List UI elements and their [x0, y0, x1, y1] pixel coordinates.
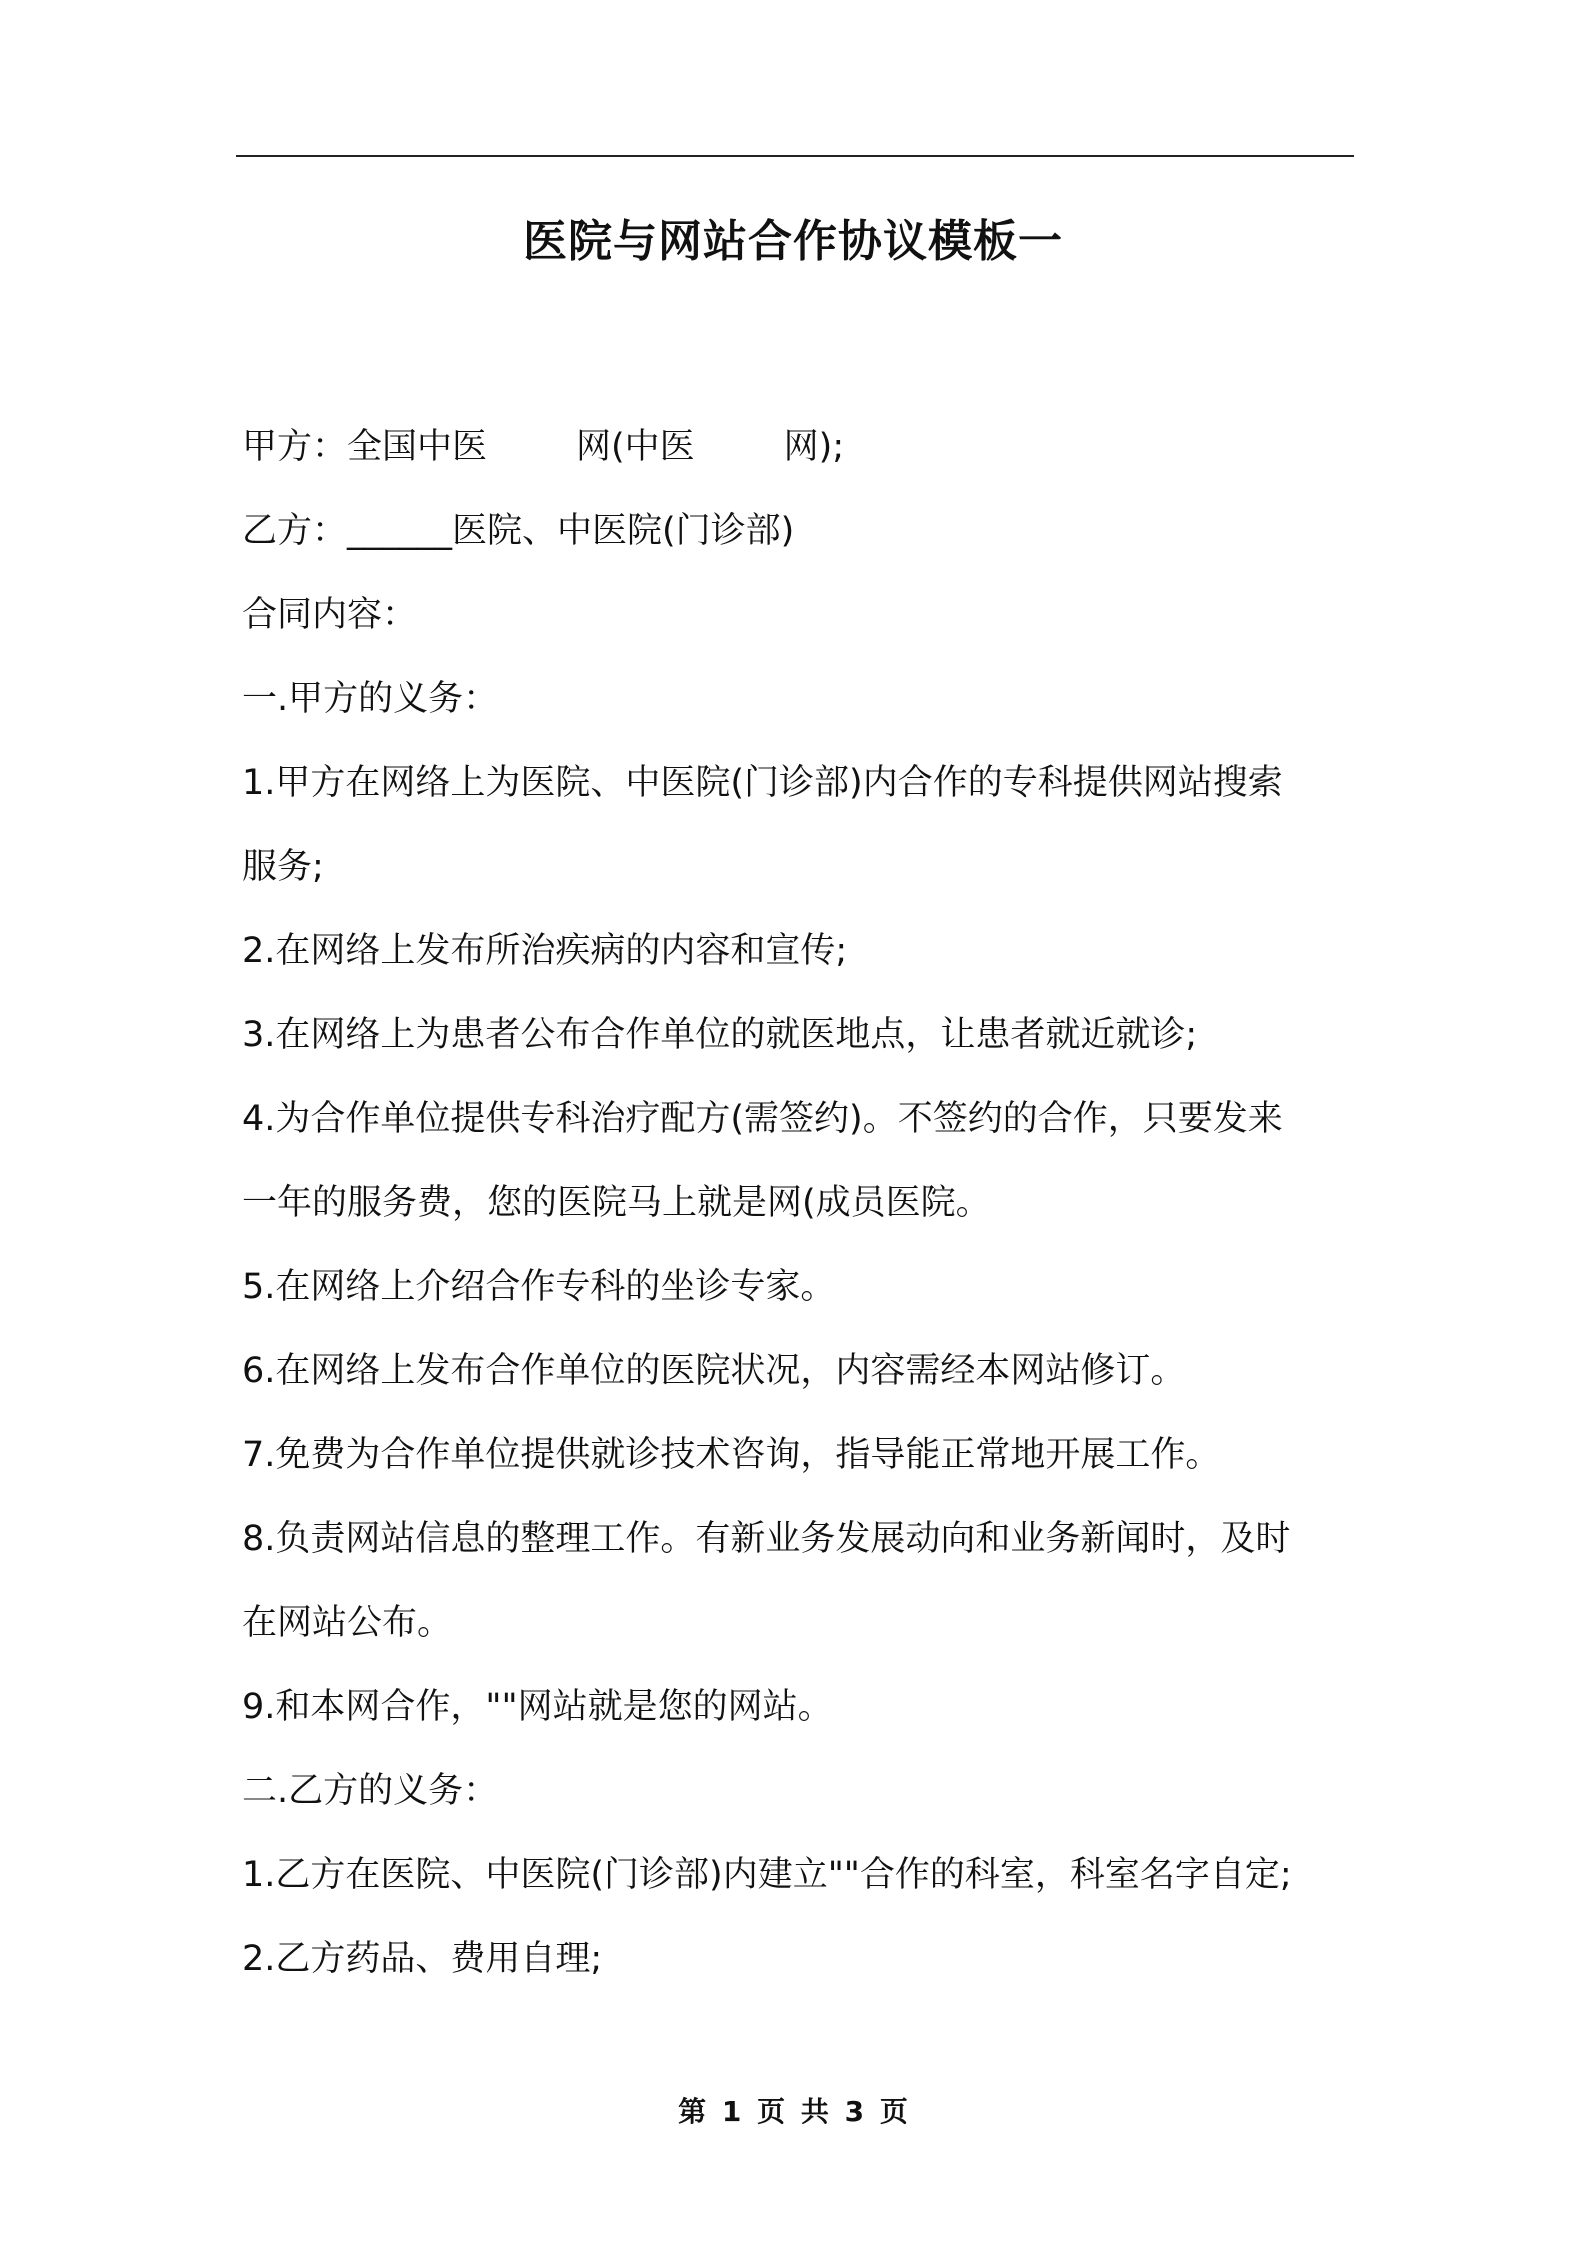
contract-content-heading: 合同内容： [242, 595, 418, 635]
document-title: 医院与网站合作协议模板一 [523, 216, 1063, 267]
page-number-footer: 第 1 页 共 3 页 [678, 2095, 908, 2128]
clause-line: 9.和本网合作，""网站就是您的网站。 [242, 1687, 833, 1727]
clause-line: 6.在网络上发布合作单位的医院状况，内容需经本网站修订。 [242, 1351, 1186, 1391]
party-a-line: 甲方：全国中医 网(中医 网); [242, 427, 845, 467]
clause-line: 3.在网络上为患者公布合作单位的就医地点，让患者就近就诊; [242, 1015, 1198, 1055]
section-heading-party-a-duties: 一.甲方的义务： [242, 679, 499, 719]
clause-line: 1.甲方在网络上为医院、中医院(门诊部)内合作的专科提供网站搜索 [242, 763, 1283, 803]
party-b-line: 乙方：______医院、中医院(门诊部) [242, 511, 795, 551]
clause-line: 7.免费为合作单位提供就诊技术咨询，指导能正常地开展工作。 [242, 1435, 1221, 1475]
clause-line: 服务; [242, 847, 324, 887]
clause-line: 8.负责网站信息的整理工作。有新业务发展动向和业务新闻时，及时 [242, 1519, 1291, 1559]
clause-line: 1.乙方在医院、中医院(门诊部)内建立""合作的科室，科室名字自定; [242, 1855, 1292, 1895]
document-body [242, 405, 1362, 2001]
clause-line: 一年的服务费，您的医院马上就是网(成员医院。 [242, 1183, 991, 1223]
clause-line: 2.在网络上发布所治疾病的内容和宣传; [242, 931, 848, 971]
section-heading-party-b-duties: 二.乙方的义务： [242, 1771, 499, 1811]
clause-line: 在网站公布。 [242, 1603, 453, 1643]
clause-line: 4.为合作单位提供专科治疗配方(需签约)。不签约的合作，只要发来 [242, 1099, 1283, 1139]
header-rule [236, 155, 1354, 157]
clause-line: 5.在网络上介绍合作专科的坐诊专家。 [242, 1267, 836, 1307]
clause-line: 2.乙方药品、费用自理; [242, 1939, 603, 1979]
